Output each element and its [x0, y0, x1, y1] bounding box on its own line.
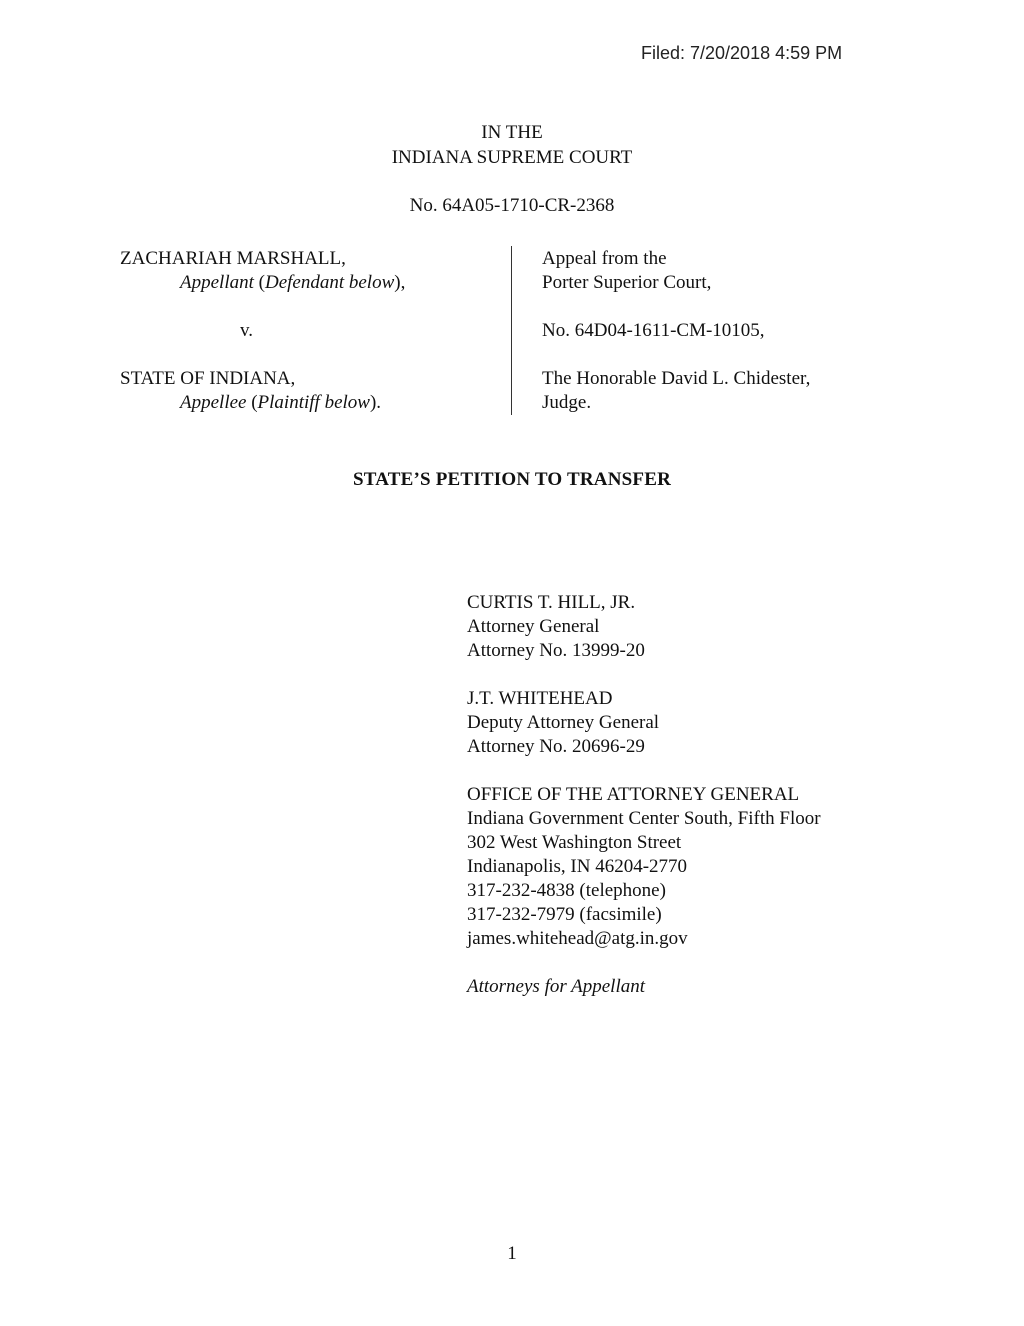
office-email: james.whitehead@atg.in.gov [467, 928, 688, 949]
appellant-role: Appellant [180, 272, 254, 293]
appellee-role-below: Plaintiff below [257, 392, 370, 413]
court-heading-line2: INDIANA SUPREME COURT [391, 147, 633, 168]
office-block [467, 783, 987, 951]
appeal-from-line2: Porter Superior Court, [542, 272, 712, 293]
deputy-name: J.T. WHITEHEAD [467, 688, 613, 709]
office-city: Indianapolis, IN 46204-2770 [467, 856, 688, 877]
judge-line1: The Honorable David L. Chidester, [542, 368, 811, 389]
office-facsimile: 317-232-7979 (facsimile) [467, 904, 662, 925]
filed-stamp: Filed: 7/20/2018 4:59 PM [641, 43, 843, 63]
appellant-role-below: Defendant below [264, 272, 395, 293]
lower-case-number: No. 64D04-1611-CM-10105, [542, 320, 765, 341]
office-telephone: 317-232-4838 (telephone) [467, 880, 666, 901]
appellant-role-line: Appellant (Defendant below), [180, 272, 406, 293]
office-street: 302 West Washington Street [467, 832, 682, 853]
caption-lower-court [542, 247, 962, 415]
appellee-name: STATE OF INDIANA, [120, 368, 296, 389]
ag-title: Attorney General [467, 616, 600, 637]
document-title: STATE’S PETITION TO TRANSFER [353, 469, 671, 490]
ag-number: Attorney No. 13999-20 [467, 640, 645, 661]
case-number: No. 64A05-1710-CR-2368 [409, 195, 615, 216]
appeal-from-line1: Appeal from the [542, 248, 667, 269]
office-name: OFFICE OF THE ATTORNEY GENERAL [467, 784, 800, 805]
caption-divider [511, 246, 512, 415]
deputy-number: Attorney No. 20696-29 [467, 736, 645, 757]
appellant-name: ZACHARIAH MARSHALL, [120, 248, 346, 269]
versus: v. [240, 320, 254, 341]
attorney-general-block [467, 591, 987, 663]
appellee-role-line: Appellee (Plaintiff below). [180, 392, 382, 413]
deputy-title: Deputy Attorney General [467, 712, 660, 733]
appellee-role: Appellee [180, 392, 247, 413]
deputy-block [467, 687, 987, 759]
attorneys-for: Attorneys for Appellant [467, 976, 646, 997]
attorney-signature-block [467, 591, 987, 999]
court-heading-line1: IN THE [481, 122, 543, 143]
judge-line2: Judge. [542, 392, 592, 413]
page-number: 1 [507, 1243, 517, 1264]
court-heading [0, 120, 1024, 170]
caption-parties [120, 247, 500, 415]
ag-name: CURTIS T. HILL, JR. [467, 592, 636, 613]
office-building: Indiana Government Center South, Fifth Floor [467, 808, 821, 829]
